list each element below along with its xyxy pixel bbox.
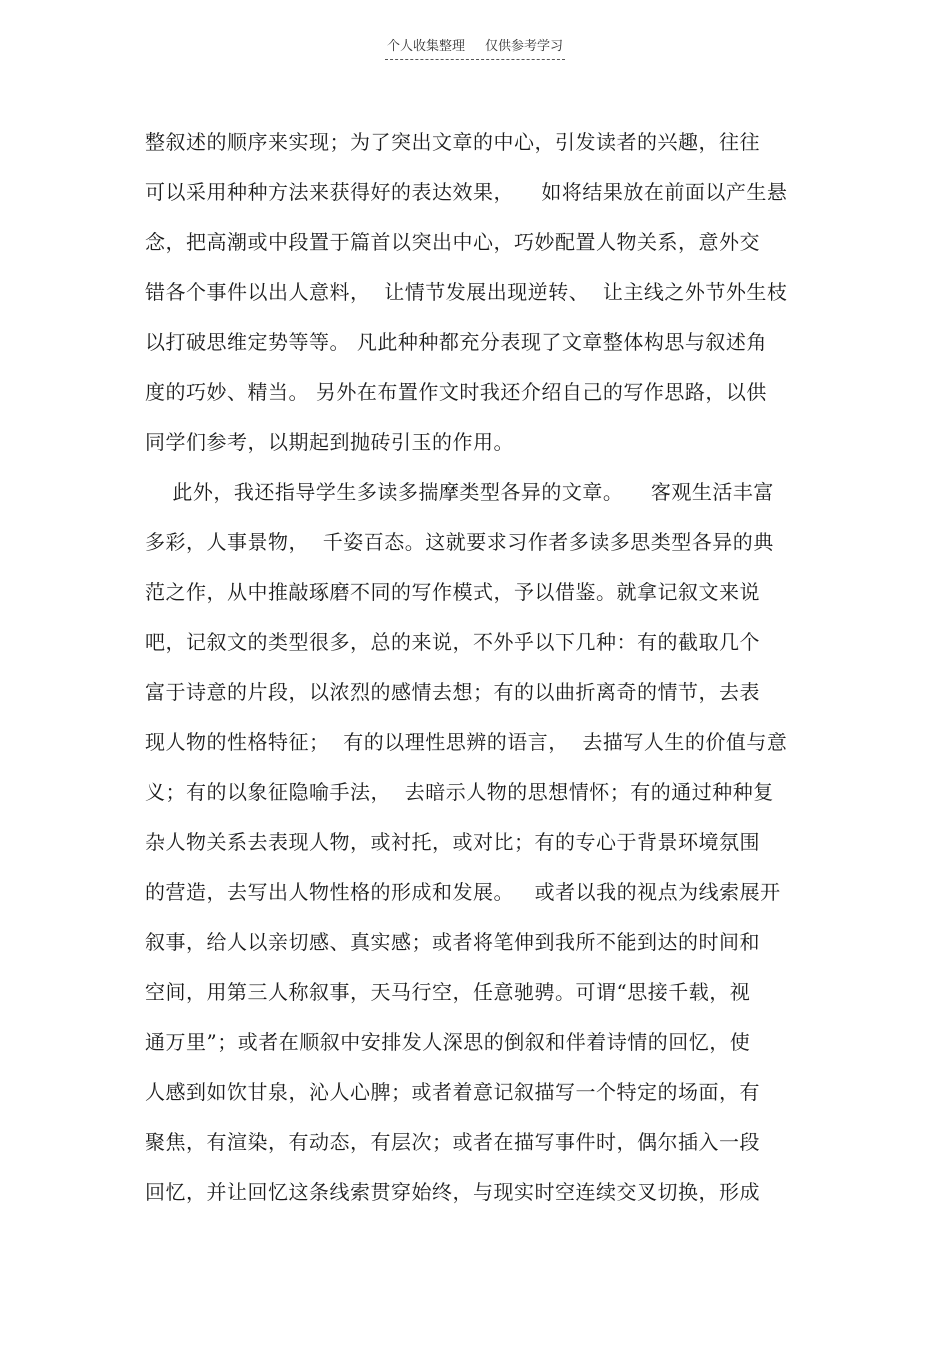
- text-line: 杂人物关系去表现人物，或衬托，或对比；有的专心于背景环境氛围: [145, 830, 760, 854]
- text-line: 人感到如饮甘泉，沁人心脾；或者着意记叙描写一个特定的场面，有: [145, 1080, 760, 1104]
- page-header: [0, 38, 950, 60]
- text-line: 义；有的以象征隐喻手法， 去暗示人物的思想情怀；有的通过种种复: [145, 780, 774, 804]
- text-line: 错各个事件以出人意料， 让情节发展出现逆转、 让主线之外节外生枝: [145, 280, 788, 304]
- text-line: 度的巧妙、精当。 另外在布置作文时我还介绍自己的写作思路，以供: [145, 380, 767, 404]
- text-line: 通万里”；或者在顺叙中安排发人深思的倒叙和伴着诗情的回忆，使: [145, 1030, 751, 1054]
- text-line: 此外，我还指导学生多读多揣摩类型各异的文章。 客观生活丰富: [145, 480, 774, 504]
- text-line: 富于诗意的片段，以浓烈的感情去想；有的以曲折离奇的情节，去表: [145, 680, 760, 704]
- text-line: 现人物的性格特征； 有的以理性思辨的语言， 去描写人生的价值与意: [145, 730, 788, 754]
- header-left-text: 个人收集整理: [386, 39, 465, 54]
- text-line: 多彩，人事景物， 千姿百态。这就要求习作者多读多思类型各异的典: [145, 530, 774, 554]
- text-line: 的营造，去写出人物性格的形成和发展。 或者以我的视点为线索展开: [145, 880, 781, 904]
- text-line: 回忆，并让回忆这条线索贯穿始终，与现实时空连续交叉切换，形成: [145, 1180, 760, 1204]
- text-line: 叙事，给人以亲切感、真实感；或者将笔伸到我所不能到达的时间和: [145, 930, 760, 954]
- text-line: 范之作，从中推敲琢磨不同的写作模式，予以借鉴。就拿记叙文来说: [145, 580, 760, 604]
- header-right-text: 仅供参考学习: [485, 39, 564, 54]
- text-line: 空间，用第三人称叙事，天马行空，任意驰骋。可谓“思接千载，视: [145, 980, 751, 1004]
- text-line: 可以采用种种方法来获得好的表达效果， 如将结果放在前面以产生悬: [145, 180, 788, 204]
- header-underline: [385, 38, 565, 60]
- text-line: 念，把高潮或中段置于篇首以突出中心，巧妙配置人物关系，意外交: [145, 230, 760, 254]
- text-line: 同学们参考，以期起到抛砖引玉的作用。: [145, 430, 514, 454]
- text-line: 整叙述的顺序来实现；为了突出文章的中心，引发读者的兴趣，往往: [145, 130, 760, 154]
- text-line: 吧，记叙文的类型很多，总的来说，不外乎以下几种：有的截取几个: [145, 630, 760, 654]
- text-line: 以打破思维定势等等。 凡此种种都充分表现了文章整体构思与叙述角: [145, 330, 767, 354]
- body-text: [145, 124, 805, 1224]
- text-line: 聚焦，有渲染，有动态，有层次；或者在描写事件时，偶尔插入一段: [145, 1130, 760, 1154]
